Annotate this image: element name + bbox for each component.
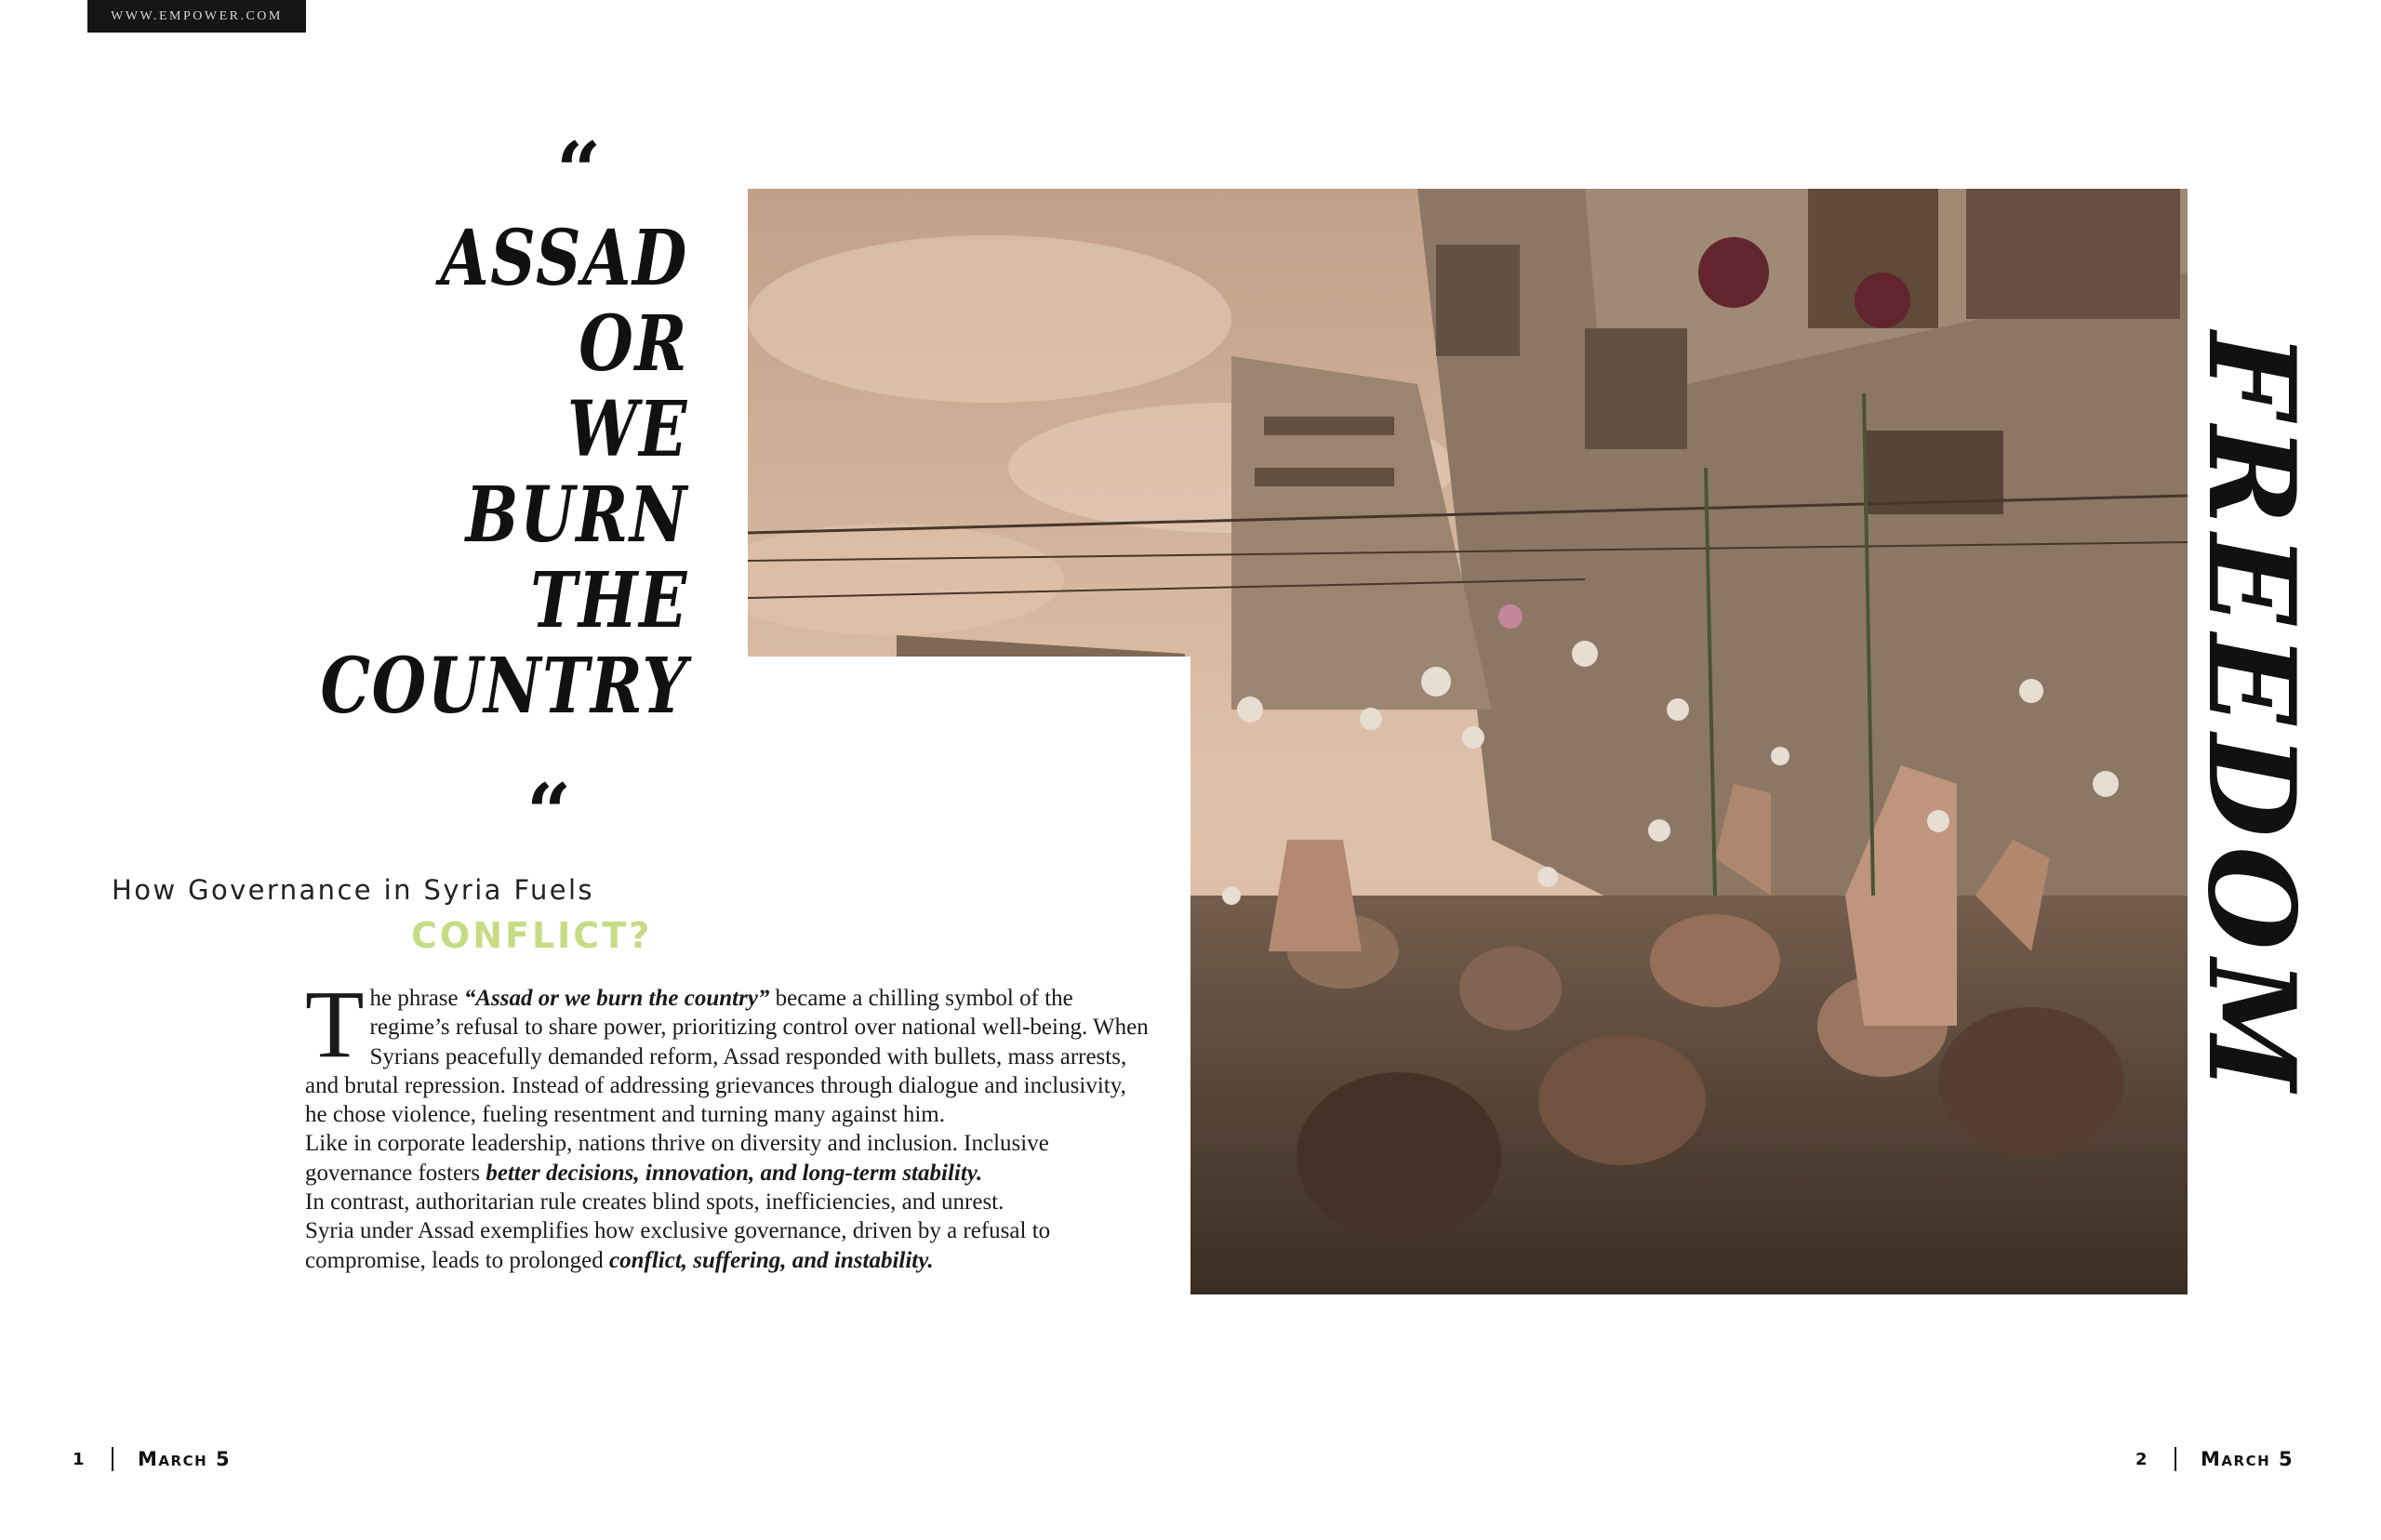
headline-line: BURN (465, 471, 688, 560)
article-text: Like in corporate leadership, nations thrive on diversity and inclusion. Inclusive governance fosters (305, 1131, 1049, 1186)
close-quote-mark: “ (526, 766, 572, 858)
issue-date: March 5 (138, 1448, 232, 1470)
issue-date: March 5 (2201, 1448, 2295, 1470)
article-emphasis: conflict, suffering, and instability. (609, 1247, 934, 1273)
headline-line: OR (579, 299, 688, 389)
subtitle: How Governance in Syria Fuels (112, 874, 594, 906)
article-body (305, 971, 1151, 1275)
article-paragraph (305, 1188, 1151, 1216)
folio-divider (112, 1447, 113, 1471)
article-paragraph (305, 1129, 1151, 1188)
headline-line: ASSAD (440, 214, 688, 303)
article-text: he phrase (369, 986, 464, 1011)
article-paragraph (305, 971, 1151, 1129)
article-text: In contrast, authoritarian rule creates blind spots, inefficiencies, and unrest. (305, 1189, 1004, 1215)
folio-divider (2175, 1447, 2176, 1471)
freedom-vertical-title-text: FREEDOM (2181, 331, 2321, 1101)
site-url-tag[interactable]: WWW.EMPOWER.COM (87, 0, 306, 33)
article-emphasis: “Assad or we burn the country” (463, 986, 770, 1011)
headline-line: WE (566, 385, 688, 474)
page-number: 1 (73, 1449, 86, 1469)
article-paragraph (305, 1216, 1151, 1275)
page-number: 2 (2135, 1449, 2149, 1469)
headline-line: COUNTRY (320, 642, 688, 731)
headline-line: THE (530, 556, 688, 645)
subtitle-accent: CONFLICT? (411, 915, 653, 956)
article-text: Syria under Assad exemplifies how exclusive governance, driven by a refusal to compromise, leads to prolonged (305, 1218, 1051, 1273)
freedom-vertical-title (2181, 307, 2321, 1125)
article-text: became a chilling symbol of the regime’s refusal to share power, prioritizing control over national well-being. When Syrians peacefully demanded reform, Assad responded with bullets, mass arrests, and brutal repression. Instead of addressing grievances through dialogue and inclusivity, he chose violence, fueling resentment and turning many against him. (305, 986, 1149, 1128)
open-quote-mark: “ (556, 125, 602, 217)
footer-left (73, 1447, 231, 1471)
footer-right (2135, 1447, 2294, 1471)
drop-cap: T (305, 971, 365, 1078)
headline (205, 216, 688, 729)
article-emphasis: better decisions, innovation, and long-term stability. (486, 1160, 983, 1186)
